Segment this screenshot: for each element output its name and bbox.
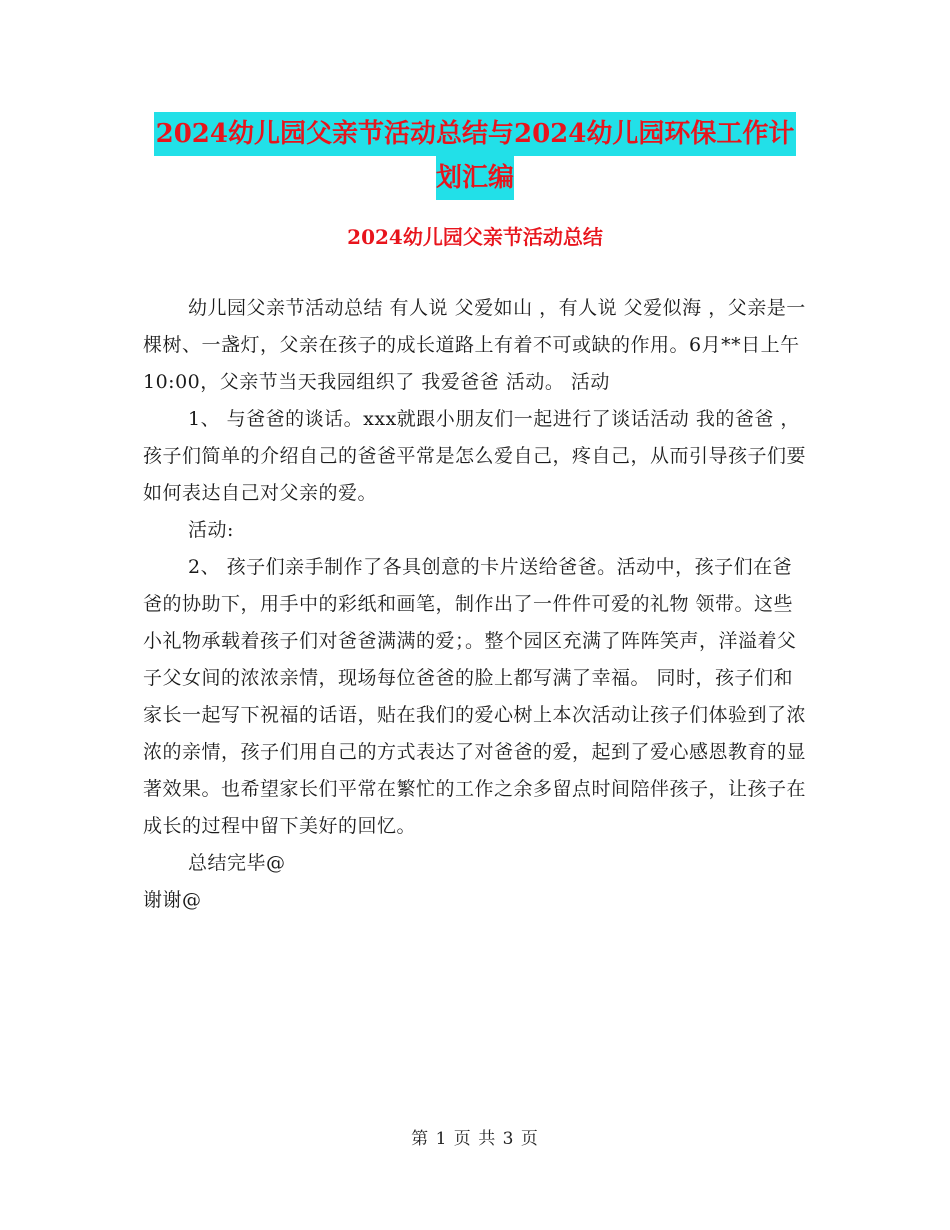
document-body: [143, 290, 808, 919]
paragraph-activity-2: 2、 孩子们亲手制作了各具创意的卡片送给爸爸。活动中，孩子们在爸爸的协助下，用手中的彩纸和画笔，制作出了一件件可爱的礼物 领带。这些小礼物承载着孩子们对爸爸满满的爱；。整个园区充满了阵阵笑声，洋溢着父子父女间的浓浓亲情，现场每位爸爸的脸上都写满了幸福。 同时，孩子们和家长一起写下祝福的话语，贴在我们的爱心树上本次活动让孩子们体验到了浓浓的亲情，孩子们用自己的方式表达了对爸爸的爱，起到了爱心感恩教育的显著效果。也希望家长们平常在繁忙的工作之余多留点时间陪伴孩子，让孩子在成长的过程中留下美好的回忆。: [143, 556, 807, 837]
paragraph-intro: 幼儿园父亲节活动总结 有人说 父爱如山 ，有人说 父爱似海 ，父亲是一棵树、一盏灯，父亲在孩子的成长道路上有着不可或缺的作用。6月**日上午10:00，父亲节当天我园组织了 我爱爸爸 活动。 活动: [143, 297, 806, 393]
section-heading: 2024幼儿园父亲节活动总结: [347, 225, 603, 249]
paragraph-thanks: 谢谢@: [143, 889, 202, 911]
title-line-1: 2024幼儿园父亲节活动总结与2024幼儿园环保工作计: [154, 112, 797, 156]
paragraph-activity-1: 1、 与爸爸的谈话。xxx就跟小朋友们一起进行了谈话活动 我的爸爸 ，孩子们简单的介绍自己的爸爸平常是怎么爱自己，疼自己，从而引导孩子们要如何表达自己对父亲的爱。: [143, 408, 807, 504]
paragraph-closing: 总结完毕@: [188, 852, 286, 874]
document-title: [0, 112, 950, 200]
title-line-2: 划汇编: [436, 156, 514, 200]
paragraph-activity-label: 活动:: [188, 519, 234, 541]
page-number-footer: 第 1 页 共 3 页: [411, 1129, 539, 1149]
